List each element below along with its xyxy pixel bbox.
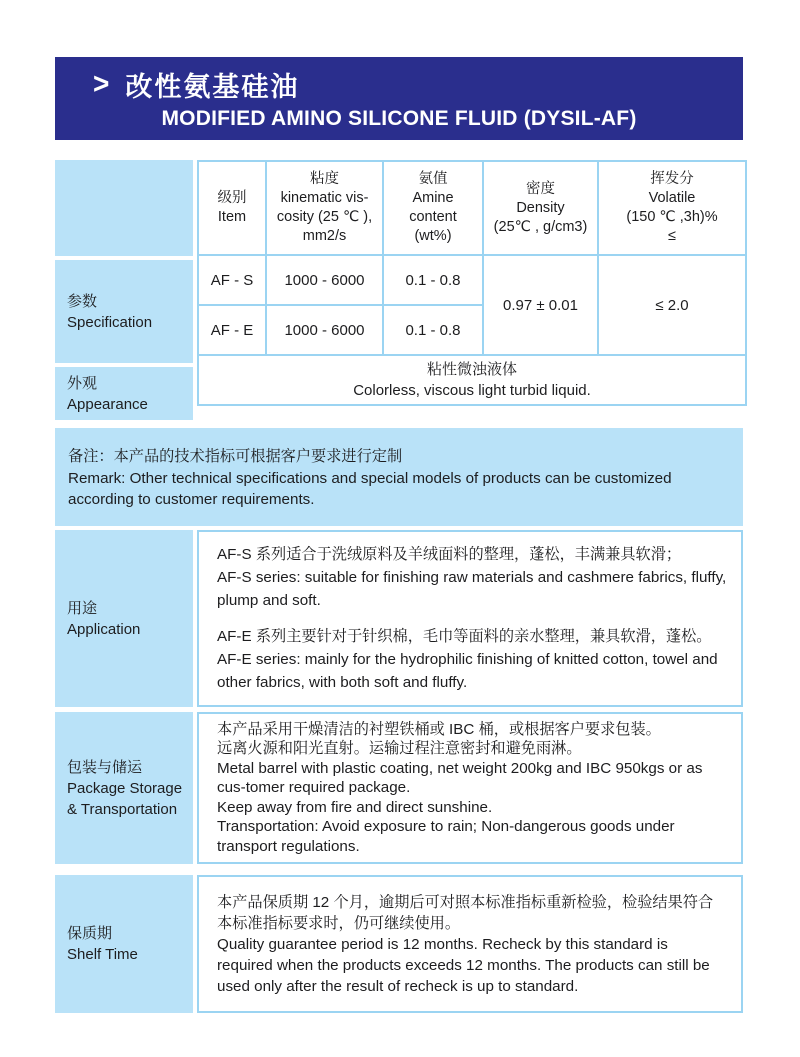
shelf-label-cn: 保质期 <box>67 925 113 942</box>
appearance-label-cn: 外观 <box>67 374 98 392</box>
package-label <box>55 712 193 864</box>
remark-en: Remark: Other technical specifications and special models of products can be customized according to customer requirements. <box>68 469 672 508</box>
spec-row-label-cn: 参数 <box>67 292 98 310</box>
application-label-en: Application <box>67 620 141 638</box>
spec-afe-amine: 0.1 - 0.8 <box>383 305 483 355</box>
spec-row-af-s <box>198 255 746 305</box>
spec-header-amine: 氨值 Amine content (wt%) <box>383 161 483 255</box>
appearance-row-label <box>55 367 193 420</box>
package-content <box>197 712 743 864</box>
shelf-cn: 本产品保质期 12 个月，逾期后可对照本标准指标重新检验，检验结果符合本标准指标要求时，仍可继续使用。 <box>217 893 714 932</box>
spec-afs-item: AF - S <box>198 255 266 305</box>
application-label <box>55 530 193 707</box>
product-title-en: MODIFIED AMINO SILICONE FLUID (DYSIL-AF) <box>161 106 637 130</box>
spec-afs-viscosity: 1000 - 6000 <box>266 255 383 305</box>
package-line-2: 远离火源和阳光直射。运输过程注意密封和避免雨淋。 <box>217 740 582 758</box>
application-paragraph-afe <box>217 625 727 694</box>
appearance-value-en: Colorless, viscous light turbid liquid. <box>353 382 591 399</box>
spec-afe-item: AF - E <box>198 305 266 355</box>
package-label-en1: Package Storage <box>67 779 183 797</box>
spec-afe-viscosity: 1000 - 6000 <box>266 305 383 355</box>
spec-header-density: 密度 Density (25℃ , g/cm3) <box>483 161 598 255</box>
spec-volatile-value: ≤ 2.0 <box>598 255 746 355</box>
spec-table <box>197 160 747 406</box>
appearance-value <box>198 355 746 405</box>
application-afe-en: AF-E series: mainly for the hydrophilic finishing of knitted cotton, towel and other fabrics, with both soft and fluffy. <box>217 651 718 691</box>
package-line-4: Keep away from fire and direct sunshine. <box>217 798 493 816</box>
shelf-label <box>55 875 193 1013</box>
shelf-en: Quality guarantee period is 12 months. Recheck by this standard is required when the products exceeds 12 months. The products can still be used only after the result of recheck is up to standard. <box>217 935 710 995</box>
spec-density-value: 0.97 ± 0.01 <box>483 255 598 355</box>
product-title-banner <box>55 57 743 140</box>
appearance-row <box>198 355 746 405</box>
application-afe-cn: AF-E 系列主要针对于针织棉，毛巾等面料的亲水整理，兼具软滑，蓬松。 <box>217 628 712 645</box>
package-label-cn: 包装与储运 <box>67 758 143 776</box>
application-content <box>197 530 743 707</box>
spec-header-row <box>198 161 746 255</box>
spec-afs-amine: 0.1 - 0.8 <box>383 255 483 305</box>
spec-header-item: 级别 Item <box>198 161 266 255</box>
package-line-5: Transportation: Avoid exposure to rain; Non-dangerous goods under transport regulations. <box>217 818 675 855</box>
package-line-3: Metal barrel with plastic coating, net weight 200kg and IBC 950kgs or as cus-tomer required package. <box>217 759 703 797</box>
product-title-cn: 改性氨基硅油 <box>125 71 300 102</box>
remark-box <box>55 428 743 526</box>
spec-corner-cell <box>55 160 193 256</box>
application-paragraph-afs <box>217 543 727 612</box>
package-label-en2: & Transportation <box>67 800 178 818</box>
appearance-label-en: Appearance <box>67 395 148 413</box>
spec-header-volatile: 挥发分 Volatile (150 ℃ ,3h)% ≤ <box>598 161 746 255</box>
spec-header-viscosity: 粘度 kinematic vis- cosity (25 ℃ ), mm2/s <box>266 161 383 255</box>
shelf-label-en: Shelf Time <box>67 946 138 963</box>
application-label-cn: 用途 <box>67 599 98 617</box>
application-afs-cn: AF-S 系列适合于洗绒原料及羊绒面料的整理，蓬松，丰满兼具软滑； <box>217 546 682 563</box>
spec-row-label-en: Specification <box>67 313 153 331</box>
shelf-content <box>197 875 743 1013</box>
appearance-value-cn: 粘性微浊液体 <box>426 361 517 378</box>
chevron-right-icon: > <box>93 67 110 100</box>
product-title-cn-row <box>55 65 743 104</box>
package-line-1: 本产品采用干燥清洁的衬塑铁桶或 IBC 桶，或根据客户要求包装。 <box>217 720 661 738</box>
spec-row-label <box>55 260 193 363</box>
remark-cn: 备注：本产品的技术指标可根据客户要求进行定制 <box>68 448 403 465</box>
application-afs-en: AF-S series: suitable for finishing raw materials and cashmere fabrics, fluffy, plump and soft. <box>217 569 727 609</box>
